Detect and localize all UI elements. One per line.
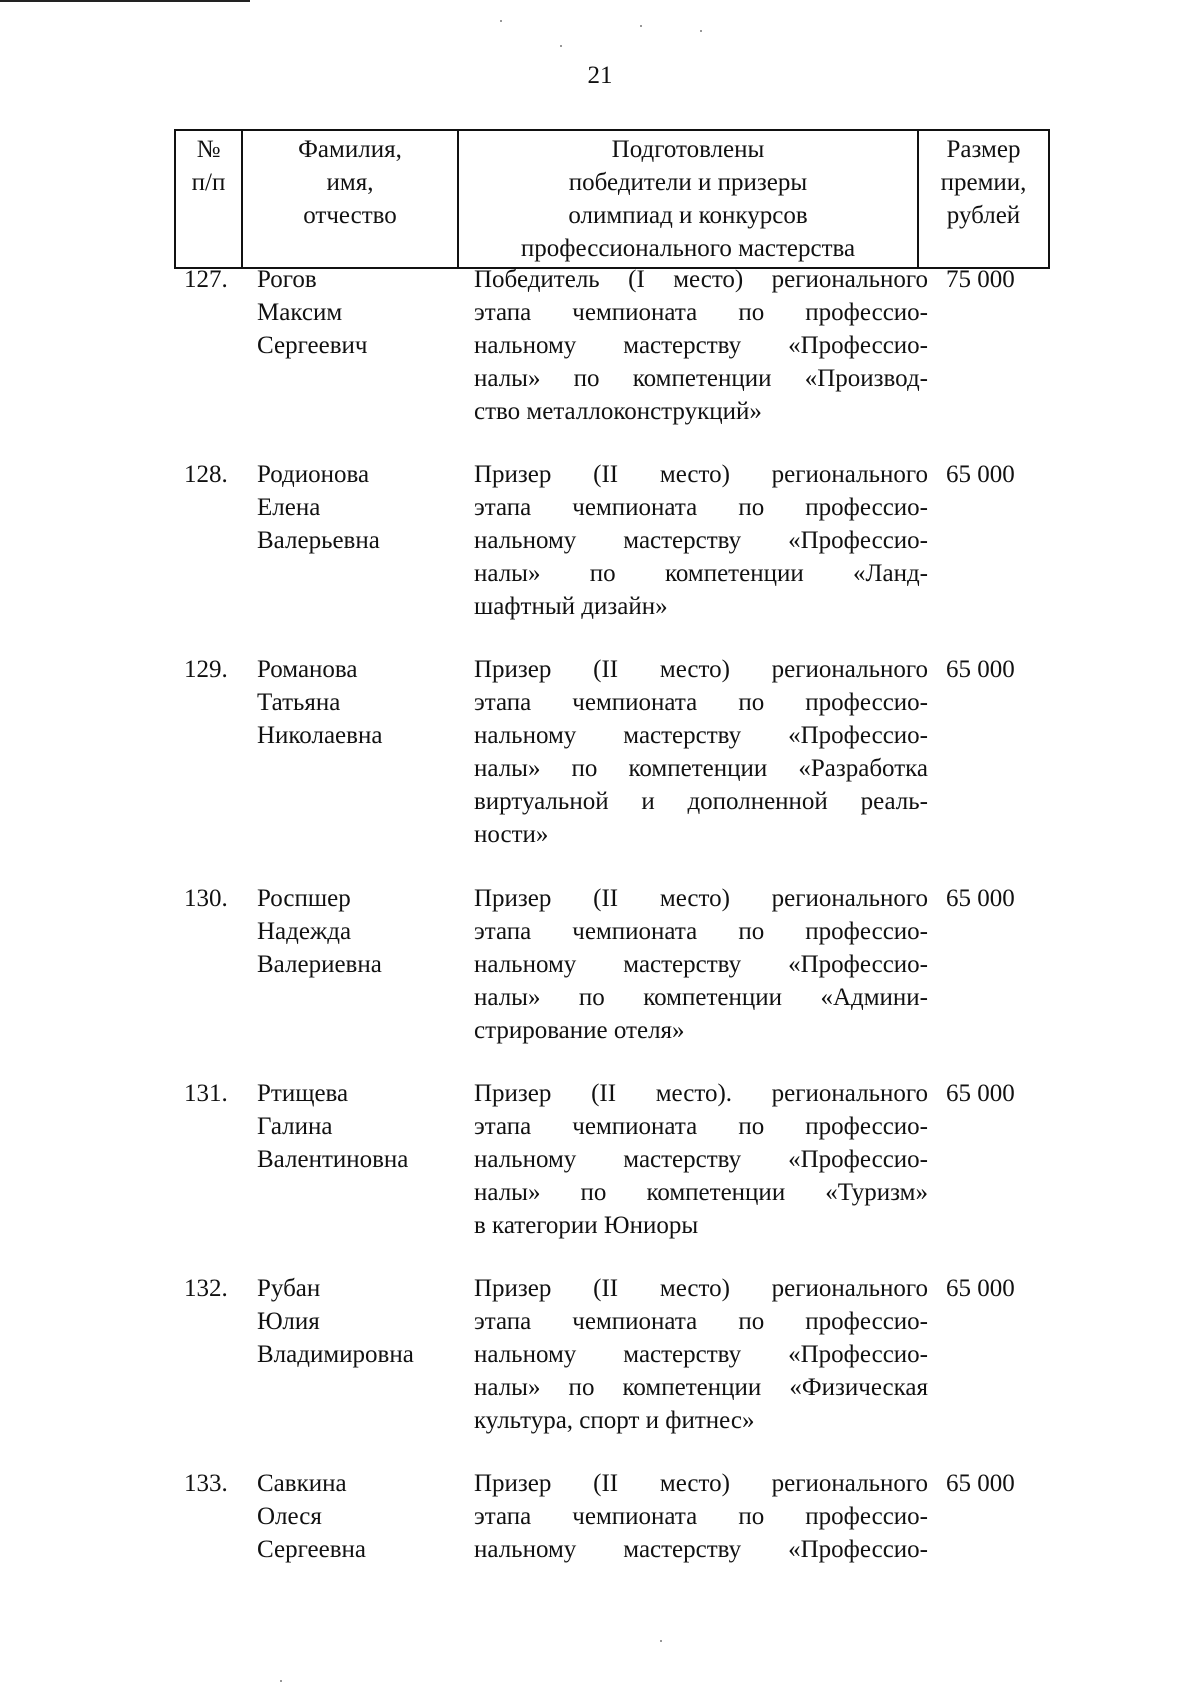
desc-line: в категории Юниоры: [474, 1212, 699, 1239]
name-line: Елена: [257, 494, 321, 521]
desc-line: нальному мастерству «Профессио-: [474, 1341, 928, 1368]
row-number: 130.: [184, 885, 228, 912]
row-number: 127.: [184, 266, 228, 293]
row-description: [474, 458, 928, 623]
header-text: победители и призеры: [568, 169, 808, 196]
name-line: Татьяна: [257, 689, 341, 716]
desc-line: нальному мастерству «Профессио-: [474, 332, 928, 359]
row-person-name: [257, 263, 457, 362]
name-line: Валериевна: [257, 951, 382, 978]
desc-line: ности»: [474, 821, 549, 848]
row-person-name: [257, 1077, 457, 1176]
desc-line: этапа чемпионата по профессио-: [474, 689, 928, 716]
desc-line: нальному мастерству «Профессио-: [474, 1146, 928, 1173]
name-line: Савкина: [257, 1470, 347, 1497]
header-col-name: [242, 130, 458, 268]
row-description: [474, 1272, 928, 1437]
scan-speck: [280, 1680, 282, 1682]
desc-line: налы» по компетенции «Админи-: [474, 984, 928, 1011]
desc-line: ство металлоконструкций»: [474, 398, 762, 425]
header-col-amount: [918, 130, 1049, 268]
row-amount: 65 000: [946, 1080, 1015, 1107]
scan-speck: [700, 30, 702, 32]
header-col-number: [175, 130, 242, 268]
desc-line: налы» по компетенции «Ланд-: [474, 560, 928, 587]
row-description: [474, 263, 928, 428]
row-number: 128.: [184, 461, 228, 488]
header-text: профессионального мастерства: [520, 235, 856, 262]
name-line: Надежда: [257, 918, 352, 945]
row-number: 133.: [184, 1470, 228, 1497]
header-text: Размер: [946, 136, 1021, 163]
desc-line: стрирование отеля»: [474, 1017, 685, 1044]
row-description: [474, 1467, 928, 1566]
desc-line: этапа чемпионата по профессио-: [474, 494, 928, 521]
header-text: имя,: [326, 169, 374, 196]
header-text: Подготовлены: [611, 136, 765, 163]
header-text: премии,: [940, 169, 1027, 196]
name-line: Роспшер: [257, 885, 351, 912]
desc-line: Призер (II место) регионального: [474, 1470, 928, 1497]
name-line: Галина: [257, 1113, 333, 1140]
name-line: Максим: [257, 299, 343, 326]
name-line: Романова: [257, 656, 358, 683]
name-line: Сергеевна: [257, 1536, 366, 1563]
row-amount: 65 000: [946, 656, 1015, 683]
name-line: Олеся: [257, 1503, 322, 1530]
desc-line: нальному мастерству «Профессио-: [474, 527, 928, 554]
header-text: рублей: [946, 202, 1021, 229]
name-line: Родионова: [257, 461, 370, 488]
desc-line: Призер (II место) регионального: [474, 1275, 928, 1302]
desc-line: Призер (II место). регионального: [474, 1080, 928, 1107]
header-text: отчество: [303, 202, 397, 229]
name-line: Николаевна: [257, 722, 383, 749]
desc-line: этапа чемпионата по профессио-: [474, 1308, 928, 1335]
row-amount: 65 000: [946, 885, 1015, 912]
scan-speck: [640, 25, 642, 27]
scan-speck: [500, 20, 502, 22]
desc-line: культура, спорт и фитнес»: [474, 1407, 755, 1434]
row-number: 132.: [184, 1275, 228, 1302]
header-col-prepared: [458, 130, 918, 268]
name-line: Рубан: [257, 1275, 321, 1302]
name-line: Владимировна: [257, 1341, 414, 1368]
desc-line: нальному мастерству «Профессио-: [474, 722, 928, 749]
row-person-name: [257, 1467, 457, 1566]
page-number: 21: [587, 62, 613, 89]
desc-line: налы» по компетенции «Разработка: [474, 755, 928, 782]
desc-line: этапа чемпионата по профессио-: [474, 918, 928, 945]
row-person-name: [257, 1272, 457, 1371]
name-line: Рогов: [257, 266, 317, 293]
row-amount: 75 000: [946, 266, 1015, 293]
table-header: [174, 129, 1050, 269]
name-line: Ртищева: [257, 1080, 349, 1107]
scan-speck: [560, 45, 562, 47]
name-line: Валерьевна: [257, 527, 380, 554]
header-text: №: [196, 136, 221, 163]
name-line: Юлия: [257, 1308, 320, 1335]
row-amount: 65 000: [946, 1470, 1015, 1497]
scan-speck: [660, 1640, 662, 1642]
desc-line: налы» по компетенции «Туризм»: [474, 1179, 928, 1206]
row-person-name: [257, 653, 457, 752]
desc-line: этапа чемпионата по профессио-: [474, 1113, 928, 1140]
desc-line: этапа чемпионата по профессио-: [474, 1503, 928, 1530]
desc-line: налы» по компетенции «Производ-: [474, 365, 928, 392]
desc-line: налы» по компетенции «Физическая: [474, 1374, 928, 1401]
header-text: олимпиад и конкурсов: [568, 202, 808, 229]
row-description: [474, 882, 928, 1047]
name-line: Валентиновна: [257, 1146, 409, 1173]
desc-line: шафтный дизайн»: [474, 593, 668, 620]
name-line: Сергеевич: [257, 332, 368, 359]
desc-line: нальному мастерству «Профессио-: [474, 1536, 928, 1563]
row-amount: 65 000: [946, 461, 1015, 488]
desc-line: Победитель (I место) регионального: [474, 266, 928, 293]
row-number: 129.: [184, 656, 228, 683]
row-number: 131.: [184, 1080, 228, 1107]
header-text: Фамилия,: [298, 136, 402, 163]
row-description: [474, 653, 928, 851]
desc-line: этапа чемпионата по профессио-: [474, 299, 928, 326]
row-amount: 65 000: [946, 1275, 1015, 1302]
header-text: п/п: [191, 169, 226, 196]
desc-line: Призер (II место) регионального: [474, 461, 928, 488]
row-person-name: [257, 882, 457, 981]
desc-line: Призер (II место) регионального: [474, 885, 928, 912]
desc-line: Призер (II место) регионального: [474, 656, 928, 683]
row-person-name: [257, 458, 457, 557]
scan-edge-line: [0, 0, 250, 2]
desc-line: виртуальной и дополненной реаль-: [474, 788, 928, 815]
row-description: [474, 1077, 928, 1242]
desc-line: нальному мастерству «Профессио-: [474, 951, 928, 978]
